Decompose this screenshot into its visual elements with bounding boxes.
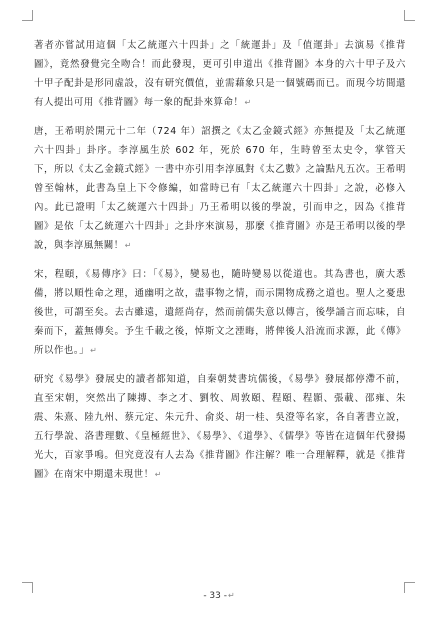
paragraph-mark-icon: ↵ (244, 98, 252, 107)
crop-mark-top-left (22, 10, 33, 21)
paragraph-mark-icon: ↵ (90, 346, 98, 355)
body-text[interactable] (34, 36, 406, 494)
paragraph-mark-icon: ↵ (227, 591, 235, 600)
paragraph[interactable] (34, 122, 406, 255)
paragraph-text: 著者亦嘗試用這個「太乙統運六十四卦」之「統運卦」及「值運卦」去演易《推背圖》，竟然發覺完全吻合！而此發現，更可引申道出《推背圖》本身的六十甲子及六十甲子配卦是形同虛設，沒有研究價值，並需藉象只是一個號碼而已。而現今坊間還有人提出可用《推背圖》每一象的配卦來算命！ (34, 40, 406, 108)
paragraph-text: 研究《易學》發展史的讀者都知道，自秦朝焚書坑儒後，《易學》發展都停滯不前，直至宋朝，突然出了陳摶、李之才、劉牧、周敦頤、程頤、程顥、張載、邵雍、朱震、朱熹、陸九州、蔡元定、朱元升、俞炎、胡一桂、吳澄等名家，各自著書立說，五行學說、洛書理數、《皇極經世》、《易學》、《道學》、《儒學》等皆在這個年代發揚光大，百家爭鳴。但究竟沒有人去為《推背圖》作注解？唯一合理解釋，就是《推背圖》在南宋中期還未現世！ (34, 374, 406, 480)
paragraph-mark-icon: ↵ (154, 470, 163, 479)
paragraph[interactable] (34, 265, 406, 360)
paragraph-text: 宋，程頤，《易傳序》曰：「《易》，變易也，隨時變易以從道也。其為書也，廣大悉備，將以順性命之理，通幽明之故，盡事物之情，而示開物成務之道也。聖人之憂患後世，可謂至矣。去古雖遠，遺經尚存，然而前儒失意以傳言，後學誦言而忘味，自秦而下，蓋無傳矣。予生千載之後，悼斯文之湮晦，將俾後人沿流而求源，此《傳》所以作也。」 (34, 269, 406, 356)
paragraph[interactable] (34, 36, 406, 112)
page-footer (0, 591, 438, 601)
crop-mark-top-right (404, 10, 415, 21)
paragraph[interactable] (34, 370, 406, 484)
page-number: - 33 - (203, 591, 227, 601)
paragraph-mark-icon: ↵ (124, 241, 133, 250)
paragraph-text: 唐，王希明於開元十二年（724 年）詔撰之《太乙金鏡式經》亦無提及「太乙統運六十四卦」卦序。李淳風生於 602 年，死於 670 年，生時曾至太史令，掌管天下，所以《太乙金鏡式經》一書中亦引用李淳風對《太乙數》之論點凡五次。王希明曾至翰林，此書為皇上下令修編，如當時已有「太乙統運六十四卦」之說，必修入內。此已證明「太乙統運六十四卦」乃王希明以後的學說，引而申之，因為《推背圖》是依「太乙統運六十四卦」之卦序來演易，那麼《推背圖》亦是王希明以後的學說，與李淳風無關！ (34, 126, 406, 251)
